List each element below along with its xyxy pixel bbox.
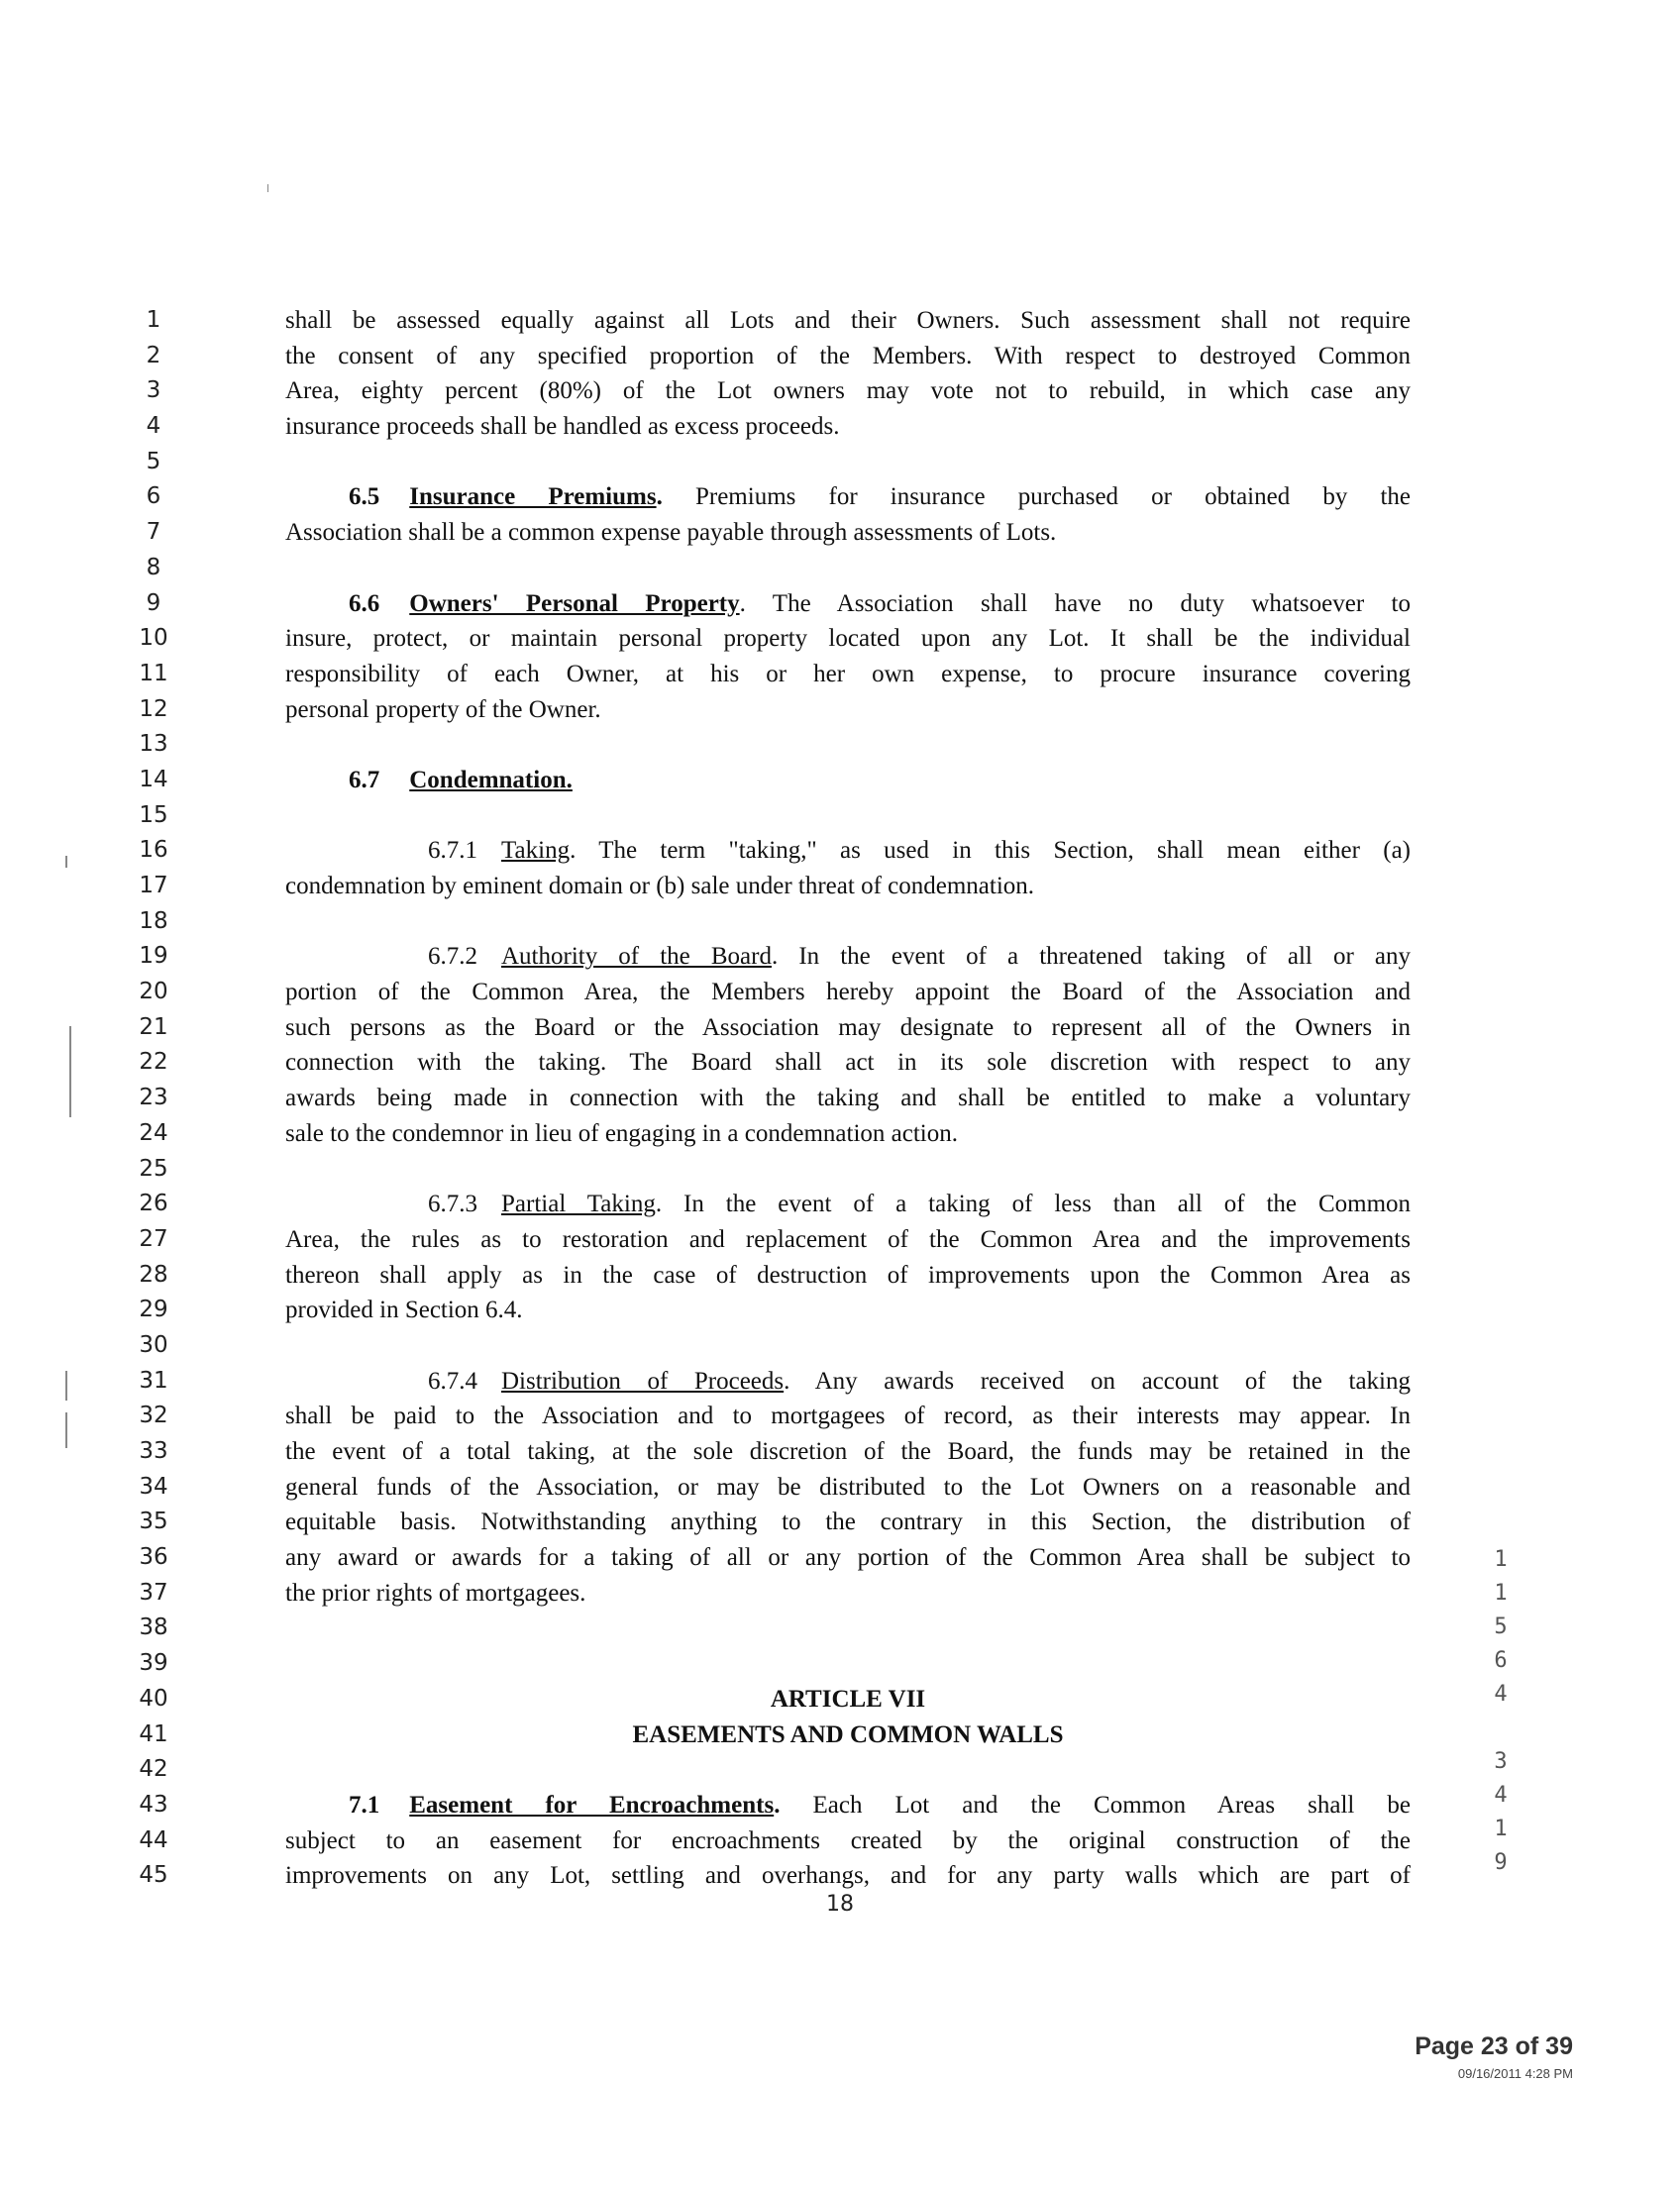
- blank-line: [285, 1646, 1411, 1682]
- line-number: 20: [139, 979, 168, 1005]
- section-6-7-heading: [285, 763, 1411, 798]
- blank-line: [285, 1152, 1411, 1188]
- section-number: 6.6: [349, 589, 380, 617]
- line-numbers: [129, 303, 178, 1894]
- line-number: 39: [139, 1650, 168, 1677]
- line-number: 14: [139, 766, 168, 792]
- section-7-1: [285, 1788, 1411, 1894]
- line-number: 17: [139, 873, 168, 898]
- text-line: shall be assessed equally against all Lots and their Owners. Such assessment shall not require: [285, 307, 1411, 334]
- line-number: 26: [139, 1191, 168, 1217]
- scan-mark: [65, 1412, 67, 1448]
- section-number: 7.1: [349, 1791, 380, 1819]
- line-number: 13: [139, 731, 168, 758]
- footer-page-label: Page 23 of 39: [1415, 2032, 1573, 2060]
- scan-mark: [267, 184, 268, 192]
- section-6-6: [285, 586, 1411, 728]
- section-number: 6.7.3: [428, 1191, 477, 1218]
- section-heading-line: 6.5 Insurance Premiums. Premiums for insurance purchased or obtained by the: [349, 483, 1411, 511]
- section-heading-line: 6.7.1 Taking. The term "taking," as used in this Section, shall mean either (a): [428, 837, 1411, 865]
- text-line: Association shall be a common expense payable through assessments of Lots.: [285, 519, 1057, 547]
- line-number: 40: [139, 1685, 168, 1712]
- line-number: 16: [139, 837, 168, 864]
- scan-mark: [69, 1026, 71, 1117]
- text-line: general funds of the Association, or may be distributed to the Lot Owners on a reasonable and: [285, 1473, 1411, 1501]
- stamp-digit: 1: [1494, 1817, 1508, 1841]
- line-number: 36: [139, 1544, 168, 1571]
- blank-line: [285, 798, 1411, 834]
- section-title: Owners' Personal Property: [409, 589, 740, 617]
- document-body: [285, 303, 1411, 1894]
- line-number: 1: [146, 307, 161, 333]
- line-number: 29: [139, 1297, 168, 1323]
- text-line: equitable basis. Notwithstanding anything to the contrary in this Section, the distribution of: [285, 1509, 1411, 1536]
- text-line: responsibility of each Owner, at his or her own expense, to procure insurance covering: [285, 660, 1411, 687]
- text-line: insurance proceeds shall be handled as excess proceeds.: [285, 413, 840, 441]
- text-line: The Association shall have no duty whatsoever to: [772, 589, 1411, 617]
- text-line: Any awards received on account of the taking: [814, 1367, 1411, 1395]
- section-heading-line: 7.1 Easement for Encroachments. Each Lot and the Common Areas shall be: [349, 1791, 1411, 1819]
- line-number: 34: [139, 1473, 168, 1500]
- line-number: 18: [139, 907, 168, 934]
- line-number: 22: [139, 1049, 168, 1076]
- line-number: 41: [139, 1720, 168, 1747]
- text-line: Area, eighty percent (80%) of the Lot owners may vote not to rebuild, in which case any: [285, 377, 1411, 405]
- blank-line: [285, 551, 1411, 586]
- text-line: The term "taking," as used in this Section, shall mean either (a): [598, 837, 1411, 865]
- section-title: Insurance Premiums: [409, 483, 657, 511]
- line-number: 5: [146, 448, 161, 474]
- line-number: 12: [139, 695, 168, 722]
- line-number: 25: [139, 1155, 168, 1182]
- text-line: provided in Section 6.4.: [285, 1297, 523, 1324]
- scan-mark: [65, 856, 67, 868]
- page-number: 18: [826, 1892, 854, 1917]
- section-number: 6.7.1: [428, 837, 477, 865]
- section-title: Easement for Encroachments: [409, 1791, 775, 1819]
- line-number: 32: [139, 1403, 168, 1429]
- line-number: 24: [139, 1119, 168, 1146]
- section-6-7-1: [285, 833, 1411, 903]
- line-number: 21: [139, 1013, 168, 1040]
- line-number: 4: [146, 413, 161, 440]
- text-line: the event of a total taking, at the sole discretion of the Board, the funds may be retained in the: [285, 1438, 1411, 1465]
- line-number: 42: [139, 1756, 168, 1783]
- text-line: the prior rights of mortgagees.: [285, 1579, 586, 1607]
- line-number: 45: [139, 1862, 168, 1889]
- line-number: 7: [146, 519, 161, 546]
- section-6-5: [285, 479, 1411, 550]
- line-number: 43: [139, 1791, 168, 1818]
- footer-datetime: 09/16/2011 4:28 PM: [1457, 2066, 1573, 2081]
- section-number: 6.7.4: [428, 1367, 477, 1395]
- section-heading-line: 6.7.2 Authority of the Board. In the event of a threatened taking of all or any: [428, 943, 1411, 971]
- text-line: sale to the condemnor in lieu of engaging in a condemnation action.: [285, 1119, 958, 1147]
- line-number: 6: [146, 483, 161, 510]
- text-line: thereon shall apply as in the case of destruction of improvements upon the Common Area as: [285, 1261, 1411, 1289]
- section-heading-line: 6.7.4 Distribution of Proceeds. Any awards received on account of the taking: [428, 1367, 1411, 1395]
- text-line: any award or awards for a taking of all or any portion of the Common Area shall be subject to: [285, 1544, 1411, 1572]
- line-number: 37: [139, 1579, 168, 1606]
- blank-line: [285, 445, 1411, 480]
- text-line: such persons as the Board or the Association may designate to represent all of the Owners in: [285, 1013, 1411, 1041]
- stamp-digit: 4: [1494, 1783, 1508, 1808]
- text-line: Area, the rules as to restoration and replacement of the Common Area and the improvements: [285, 1225, 1411, 1253]
- text-line: insure, protect, or maintain personal property located upon any Lot. It shall be the individual: [285, 625, 1411, 653]
- blank-line: [285, 1328, 1411, 1364]
- line-number: 10: [139, 625, 168, 652]
- line-number: 19: [139, 943, 168, 970]
- article-number: ARTICLE VII: [770, 1685, 926, 1713]
- line-number: 8: [146, 554, 161, 580]
- stamp-digit: 3: [1494, 1749, 1508, 1774]
- blank-line: [285, 904, 1411, 940]
- stamp-digit: 4: [1494, 1682, 1508, 1707]
- text-line: In the event of a threatened taking of all or any: [798, 943, 1411, 971]
- text-line: condemnation by eminent domain or (b) sale under threat of condemnation.: [285, 873, 1035, 899]
- line-number: 28: [139, 1261, 168, 1288]
- section-number: 6.5: [349, 483, 380, 511]
- record-stamp: [1488, 1543, 1514, 1880]
- section-number: 6.7.2: [428, 943, 477, 971]
- section-title: Distribution of Proceeds: [501, 1367, 785, 1395]
- blank-line: [285, 1752, 1411, 1788]
- line-number: 31: [139, 1367, 168, 1394]
- stamp-digit: 1: [1494, 1581, 1508, 1606]
- stamp-digit: 5: [1494, 1614, 1508, 1639]
- section-6-7-3: [285, 1187, 1411, 1328]
- section-6-7-4: [285, 1364, 1411, 1612]
- section-number: 6.7: [349, 766, 380, 793]
- line-number: 2: [146, 342, 161, 368]
- line-number: 23: [139, 1085, 168, 1111]
- line-number: 15: [139, 801, 168, 828]
- section-title: Authority of the Board: [501, 943, 772, 971]
- section-title: Partial Taking: [501, 1191, 656, 1218]
- text-line: improvements on any Lot, settling and overhangs, and for any party walls which are part of: [285, 1862, 1411, 1890]
- article-title: EASEMENTS AND COMMON WALLS: [632, 1720, 1064, 1748]
- text-line: Premiums for insurance purchased or obtained by the: [694, 483, 1411, 511]
- line-number: 44: [139, 1826, 168, 1853]
- text-line: awards being made in connection with the taking and shall be entitled to make a voluntary: [285, 1085, 1411, 1112]
- stamp-digit: [1488, 1712, 1514, 1745]
- blank-line: [285, 727, 1411, 763]
- text-line: connection with the taking. The Board shall act in its sole discretion with respect to any: [285, 1049, 1411, 1077]
- line-number: 27: [139, 1225, 168, 1252]
- paragraph-6-4-continuation: [285, 303, 1411, 445]
- section-6-7-2: [285, 939, 1411, 1151]
- line-number: 3: [146, 377, 161, 404]
- section-heading-line: 6.7.3 Partial Taking. In the event of a taking of less than all of the Common: [428, 1191, 1411, 1218]
- line-number: 33: [139, 1438, 168, 1464]
- section-heading-line: 6.6 Owners' Personal Property. The Association shall have no duty whatsoever to: [349, 589, 1411, 617]
- line-number: 35: [139, 1509, 168, 1535]
- stamp-digit: 1: [1494, 1547, 1508, 1572]
- line-number: 30: [139, 1331, 168, 1358]
- text-line: In the event of a taking of less than all of the Common: [683, 1191, 1411, 1218]
- section-title: Condemnation.: [409, 766, 573, 793]
- blank-line: [285, 1611, 1411, 1646]
- text-line: subject to an easement for encroachments created by the original construction of the: [285, 1826, 1411, 1854]
- text-line: shall be paid to the Association and to mortgagees of record, as their interests may appear. In: [285, 1403, 1411, 1430]
- line-number: 38: [139, 1614, 168, 1641]
- line-number: 9: [146, 589, 161, 616]
- stamp-digit: 6: [1494, 1648, 1508, 1673]
- line-number: 11: [139, 660, 168, 686]
- text-line: portion of the Common Area, the Members hereby appoint the Board of the Association and: [285, 979, 1411, 1006]
- text-line: personal property of the Owner.: [285, 695, 601, 723]
- scan-mark: [65, 1371, 67, 1401]
- text-line: Each Lot and the Common Areas shall be: [812, 1791, 1411, 1819]
- stamp-digit: 9: [1494, 1850, 1508, 1875]
- text-line: the consent of any specified proportion of the Members. With respect to destroyed Common: [285, 342, 1411, 369]
- section-title: Taking: [501, 837, 571, 865]
